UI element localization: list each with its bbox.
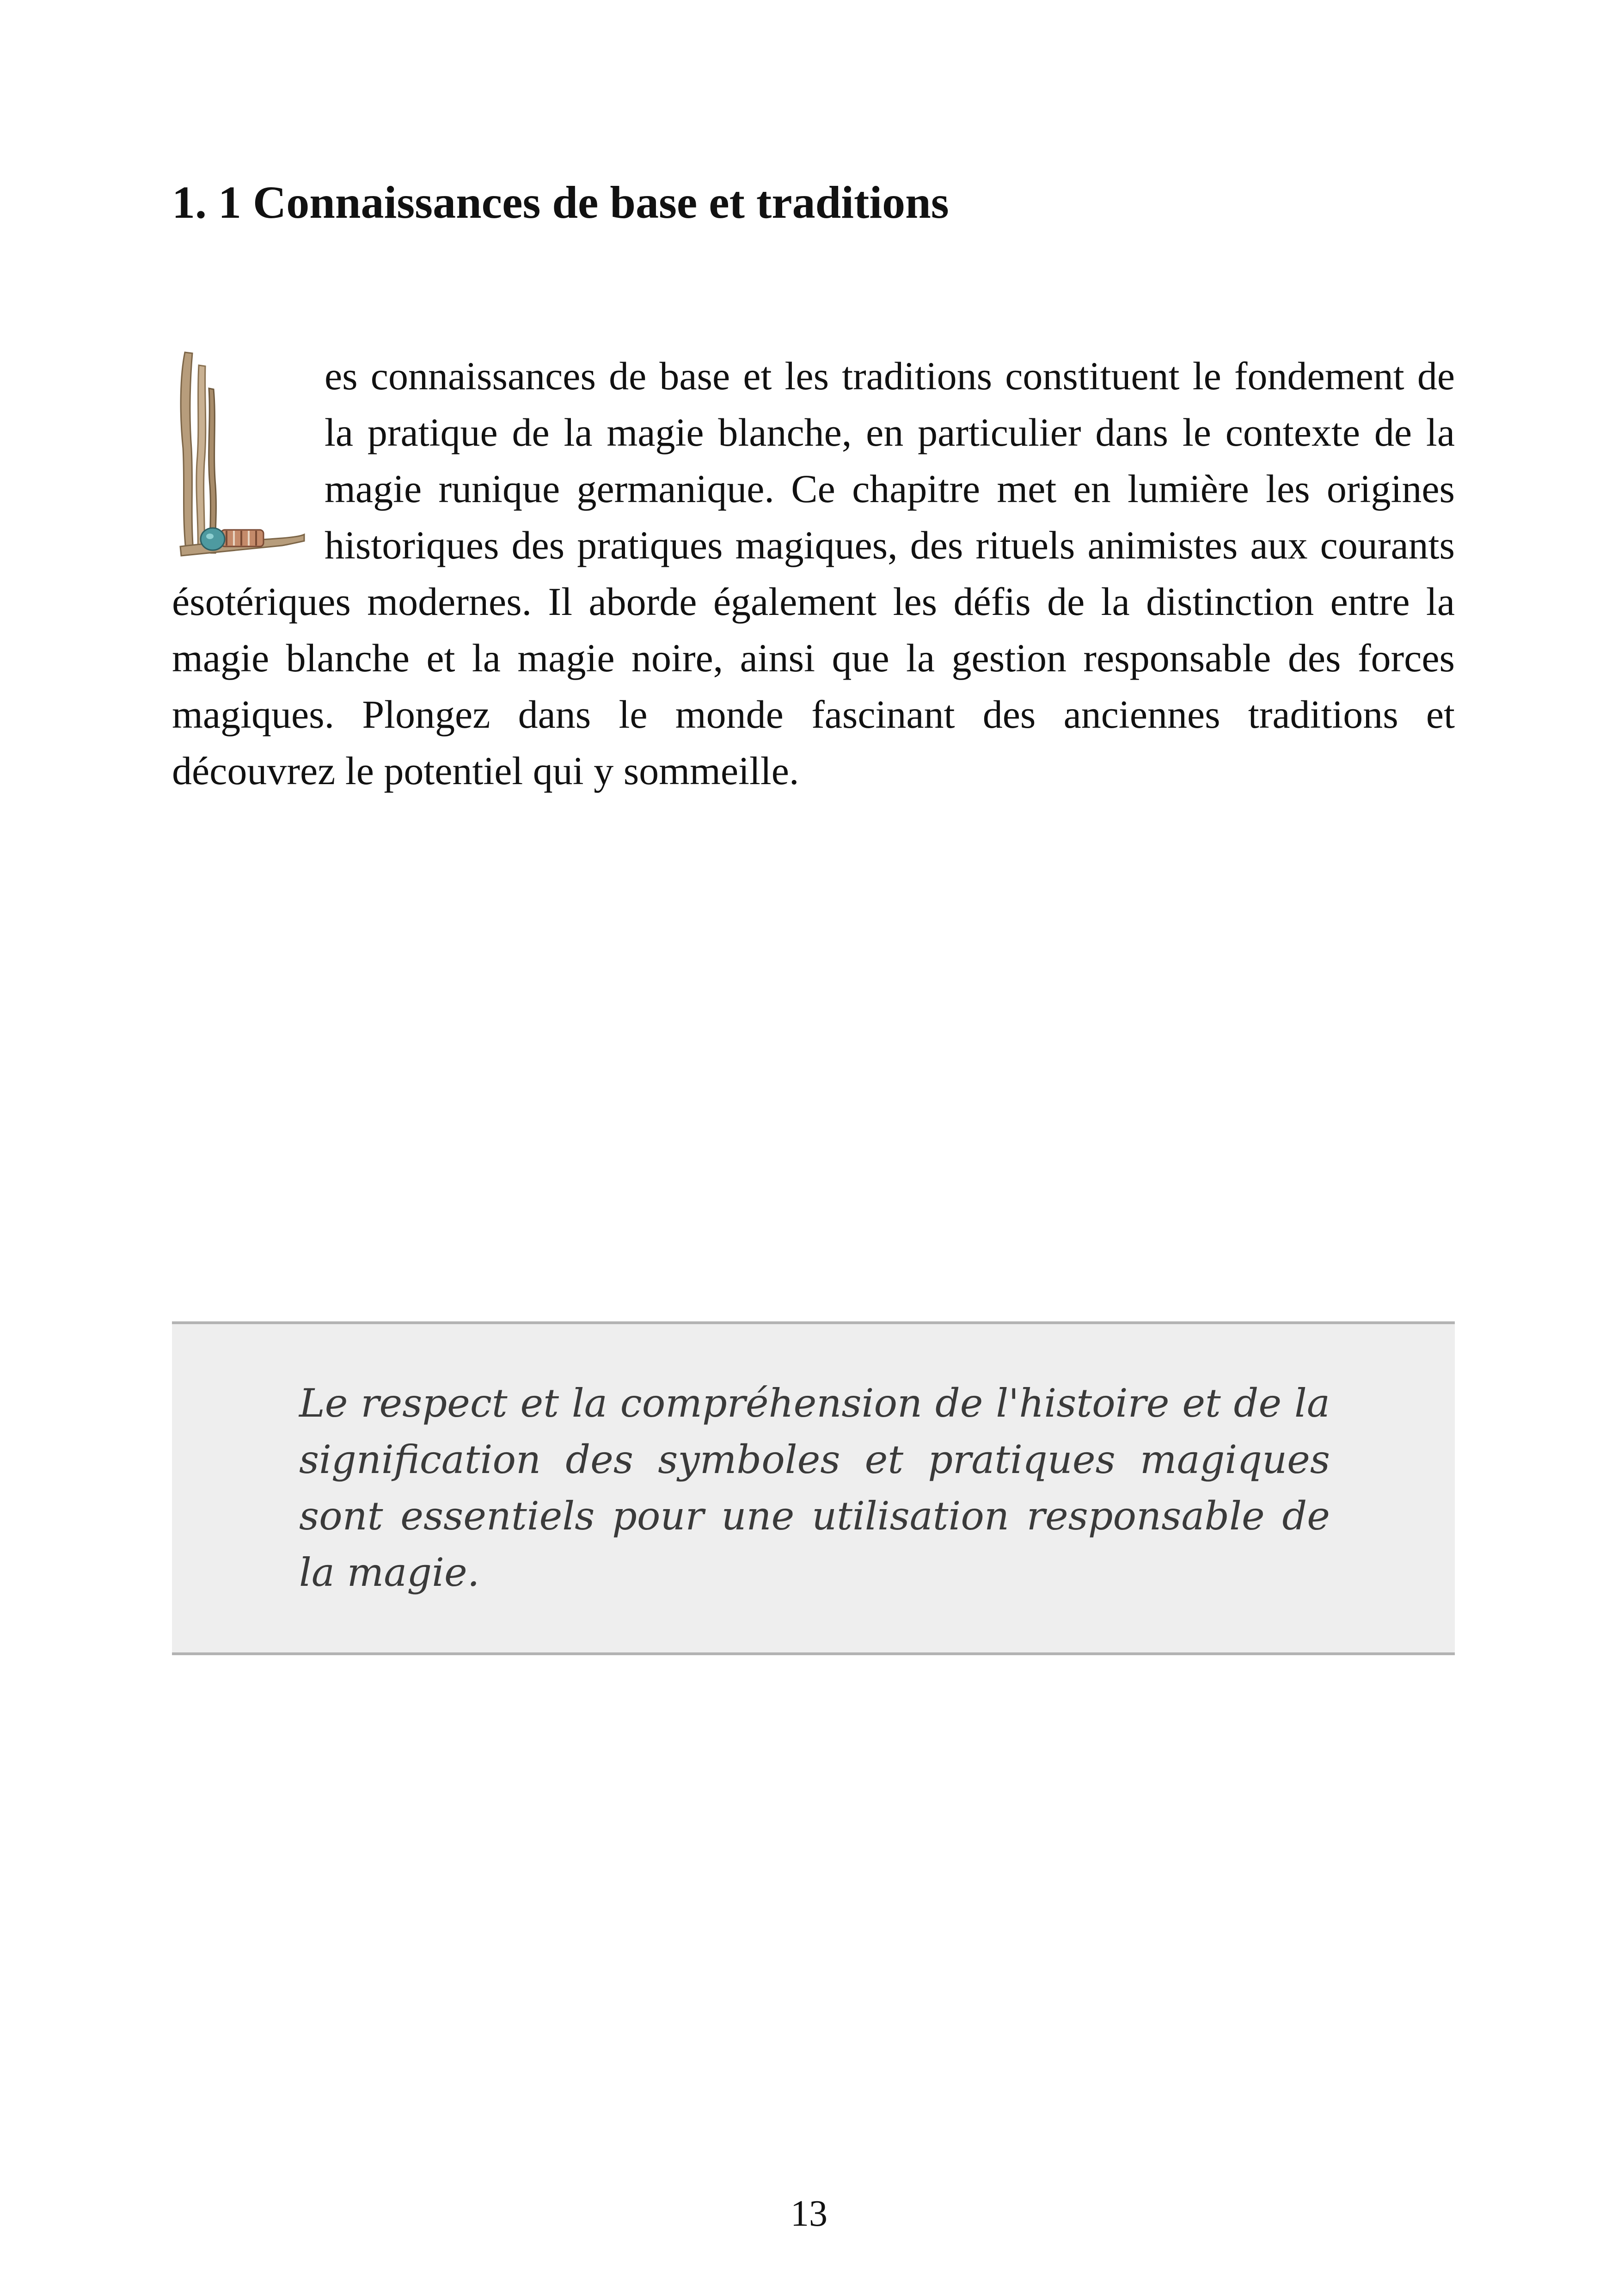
callout-text: Le respect et la compréhension de l'histoire et de la signification des symboles et pratiques magiques sont essentiels pour une utilisation responsable de la magie.	[299, 1381, 1330, 1595]
intro-paragraph	[172, 348, 1455, 799]
page-number: 13	[791, 2193, 827, 2234]
intro-paragraph-text: es connaissances de base et les traditions constituent le fondement de la pratique de la magie blanche, en particulier dans le contexte de la magie runique germanique. Ce chapitre met en lumière les origines historiques des pratiques magiques, des rituels animistes aux courants ésotériques modernes. Il aborde également les défis de la distinction entre la magie blanche et la magie noire, ainsi que la gestion responsable des forces magiques. Plongez dans le monde fascinant des anciennes traditions et découvrez le potentiel qui y sommeille.	[172, 354, 1455, 793]
callout-box	[172, 1321, 1455, 1655]
drop-cap-driftwood-letter-image	[166, 347, 305, 564]
section-heading: 1. 1 Connaissances de base et traditions	[172, 177, 949, 228]
